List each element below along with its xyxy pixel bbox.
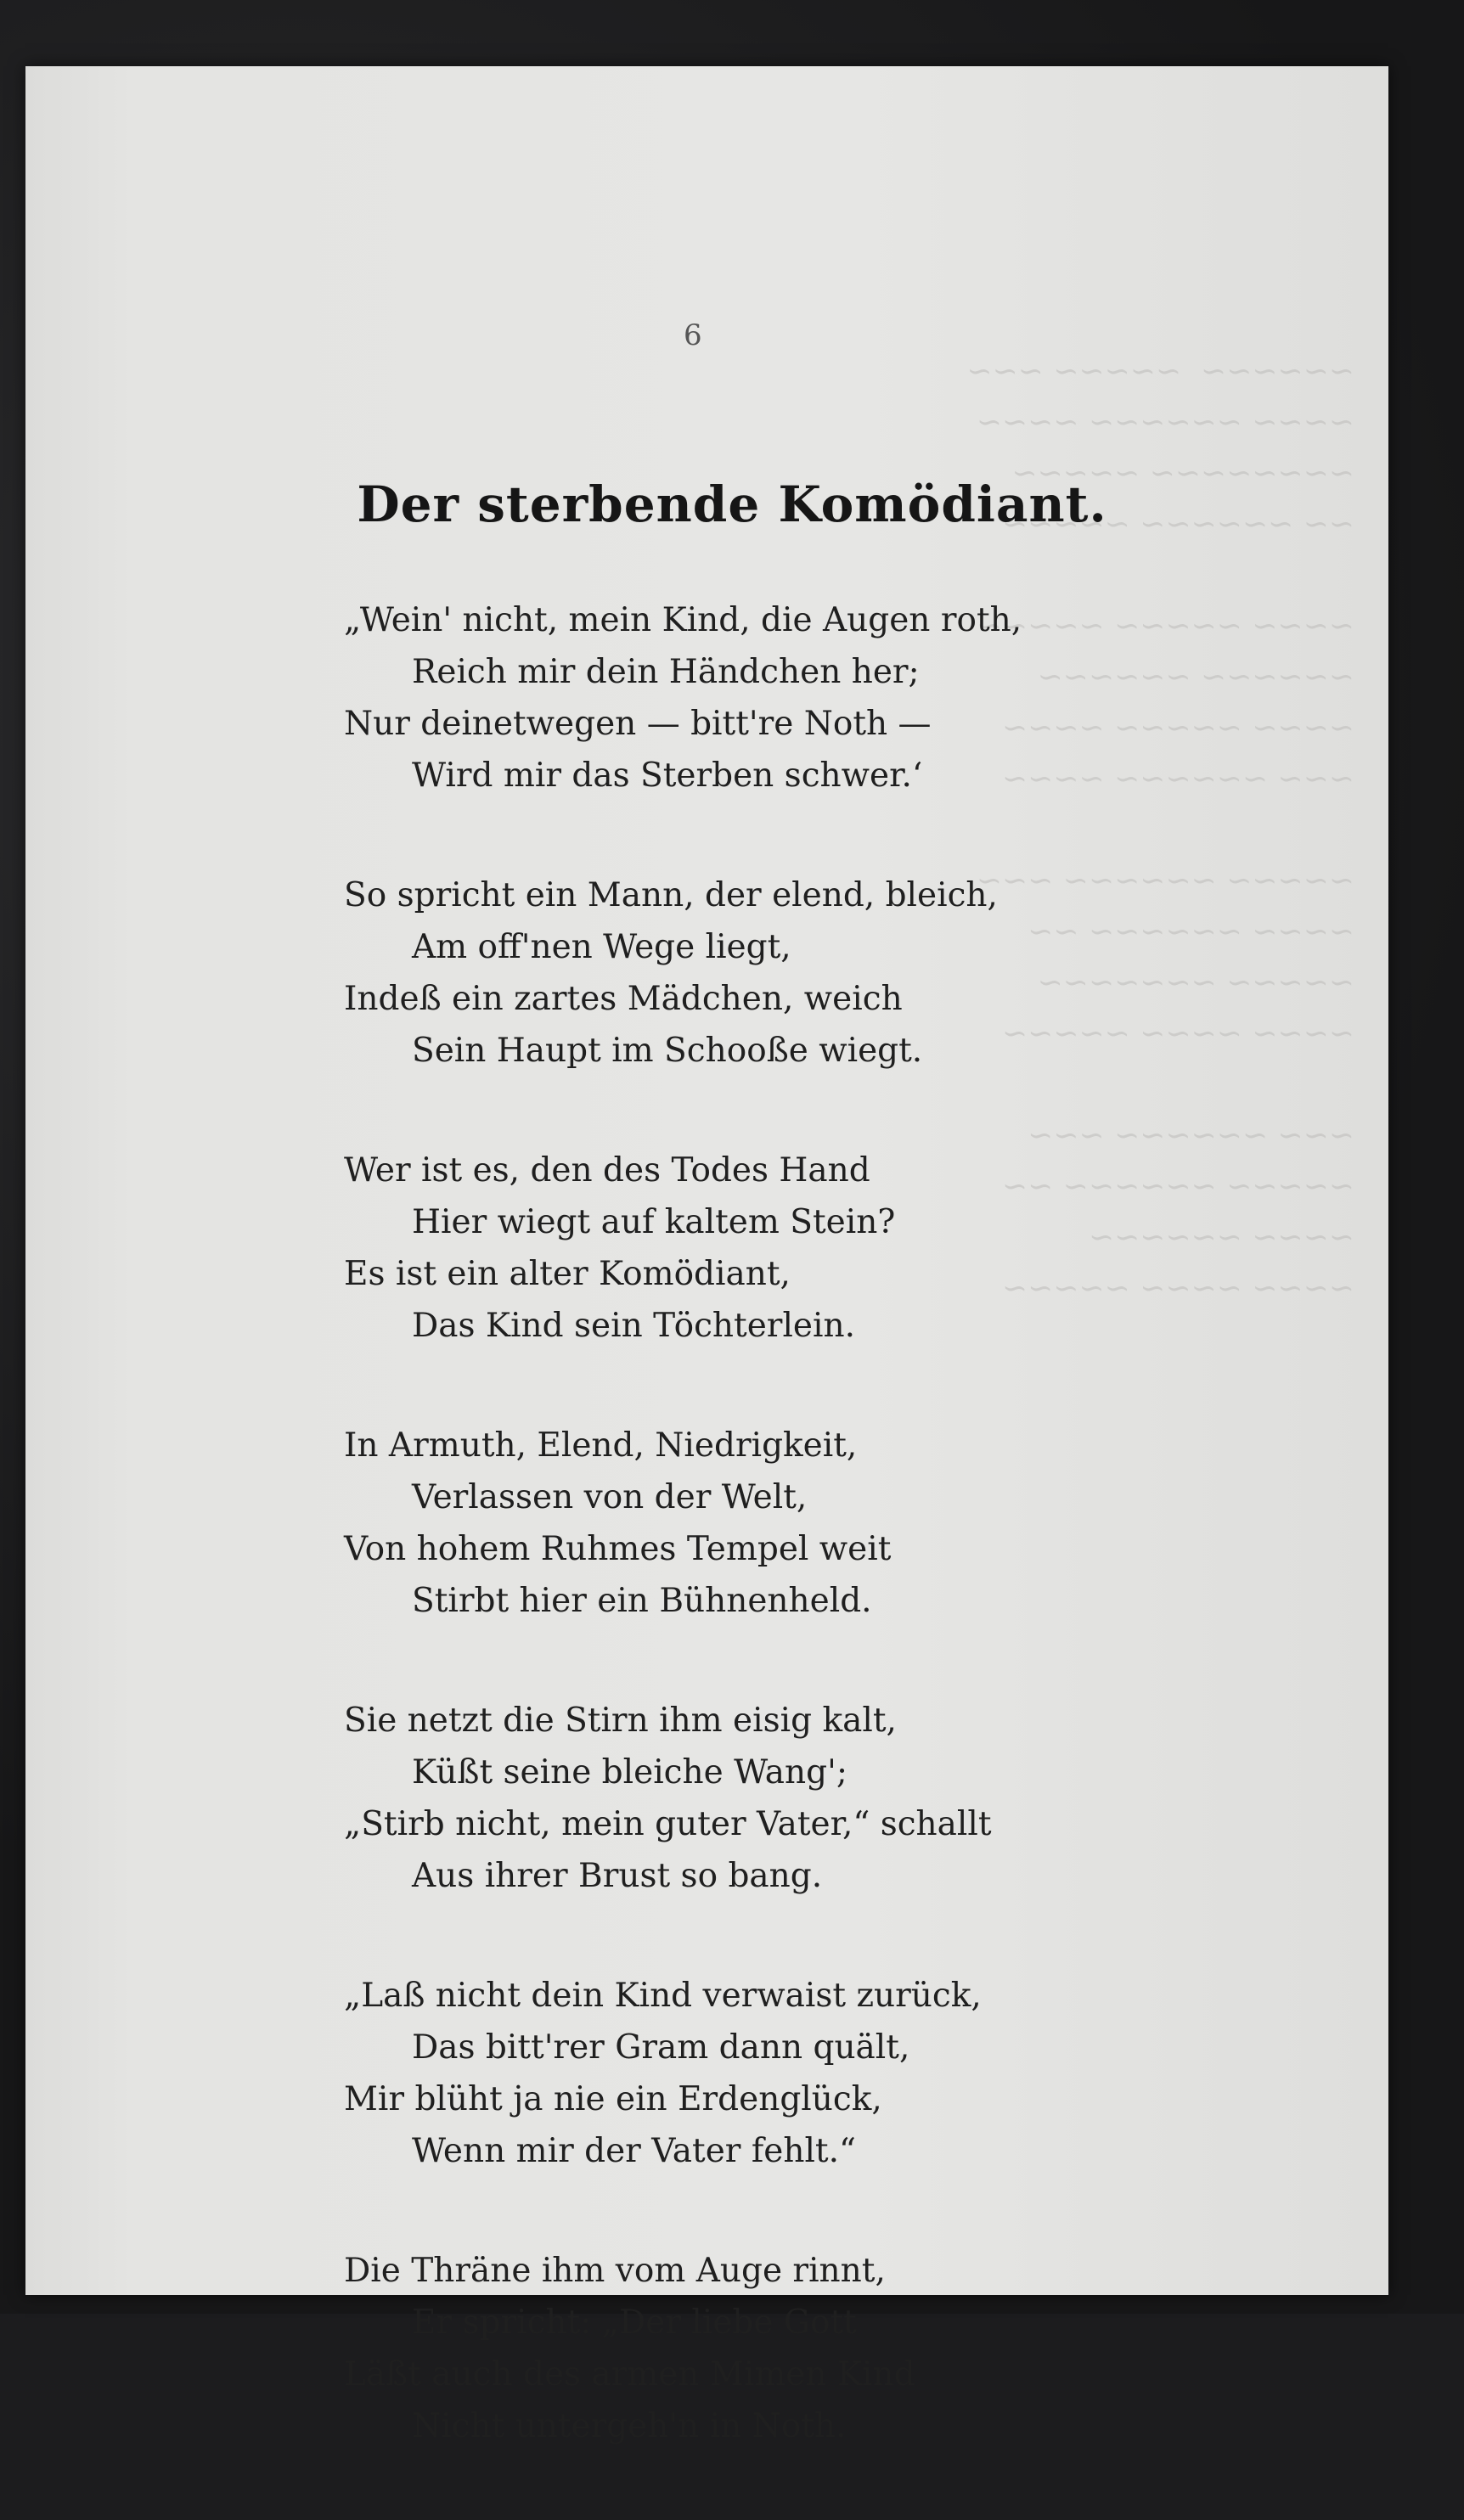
stanza bbox=[344, 1970, 1040, 2177]
verse-line: Stirbt hier ein Bühnenheld. bbox=[412, 1582, 872, 1620]
stanza bbox=[344, 2245, 1040, 2452]
verse-line: „Stirb nicht, mein guter Vater,“ schallt bbox=[344, 1805, 992, 1843]
stanza bbox=[344, 1695, 1040, 1902]
verse-line: Wenn mir der Vater fehlt.“ bbox=[412, 2132, 856, 2170]
verse-line: Das bitt'rer Gram dann quält, bbox=[412, 2028, 910, 2067]
verse-line: Am off'nen Wege liegt, bbox=[412, 928, 791, 966]
verse-line: Nicht untergeh'n in Noth. bbox=[412, 2407, 847, 2445]
show-through-text: ~~~~~~ ~~~~~ ~~~ ~~~~ ~~~~~~ ~~~~ ~~~~~~~~ ~~~~~ ~~ ~~~~~~ ~~~~~ ~~~~ ~~~~~ ~~~~~ ~~~~~~ ~~~~~~ ~~~~ ~~~~~ ~~~~ ~~~ ~~~~~~ ~~~~ ~~~~~ ~~~~~~ ~~~ ~~~~ ~~~~~~ ~~ ~~~~~ ~~~~~~~ ~~~~ ~~~~ ~~~~~ ~~~ ~~~~~~ ~~~ ~~~~~ ~~~~~~ ~~ ~~~~ ~~~~~~ ~~~~ ~~~~ ~~~~~ bbox=[966, 354, 1354, 1306]
verse-line: Das Kind sein Töchterlein. bbox=[412, 1307, 855, 1345]
verse-line: Sie netzt die Stirn ihm eisig kalt, bbox=[344, 1702, 897, 1740]
verse-line: Nur deinetwegen — bitt're Noth — bbox=[344, 705, 932, 743]
verse-line: Reich mir dein Händchen her; bbox=[412, 653, 920, 691]
verse-line: Die Thräne ihm vom Auge rinnt, bbox=[344, 2252, 886, 2290]
verse-line: „Wein' nicht, mein Kind, die Augen roth, bbox=[344, 601, 1022, 639]
stanza bbox=[344, 869, 1040, 1077]
page-number: 6 bbox=[684, 318, 702, 352]
poem-title: Der sterbende Komödiant. bbox=[357, 475, 1107, 533]
verse-line: Es ist ein alter Komödiant, bbox=[344, 1255, 791, 1293]
verse-line: Aus ihrer Brust so bang. bbox=[412, 1857, 823, 1895]
verse-line: So spricht ein Mann, der elend, bleich, bbox=[344, 876, 998, 914]
verse-line: Hier wiegt auf kaltem Stein? bbox=[412, 1203, 896, 1241]
verse-line: Verlassen von der Welt, bbox=[412, 1478, 808, 1516]
stanza bbox=[344, 1420, 1040, 1627]
verse-line: Von hohem Ruhmes Tempel weit bbox=[344, 1530, 892, 1568]
stanza bbox=[344, 1145, 1040, 1352]
verse-line: Indeß ein zartes Mädchen, weich bbox=[344, 980, 903, 1018]
verse-line: Er spricht: „Der liebe Gott bbox=[412, 2303, 857, 2342]
verse-line: „Laß nicht dein Kind verwaist zurück, bbox=[344, 1977, 982, 2015]
verse-line: Mir blüht ja nie ein Erdenglück, bbox=[344, 2080, 882, 2118]
verse-line: Läßt auch des armen Mimen Kind bbox=[344, 2355, 915, 2393]
verse-line: Wer ist es, den des Todes Hand bbox=[344, 1151, 870, 1190]
stanza bbox=[344, 594, 1040, 802]
verse-line: Sein Haupt im Schooße wiegt. bbox=[412, 1032, 923, 1070]
verse-line: In Armuth, Elend, Niedrigkeit, bbox=[344, 1426, 858, 1465]
verse-line: Küßt seine bleiche Wang'; bbox=[412, 1753, 847, 1792]
verse-line: Wird mir das Sterben schwer.‘ bbox=[412, 757, 923, 795]
poem-body bbox=[344, 594, 1040, 2520]
